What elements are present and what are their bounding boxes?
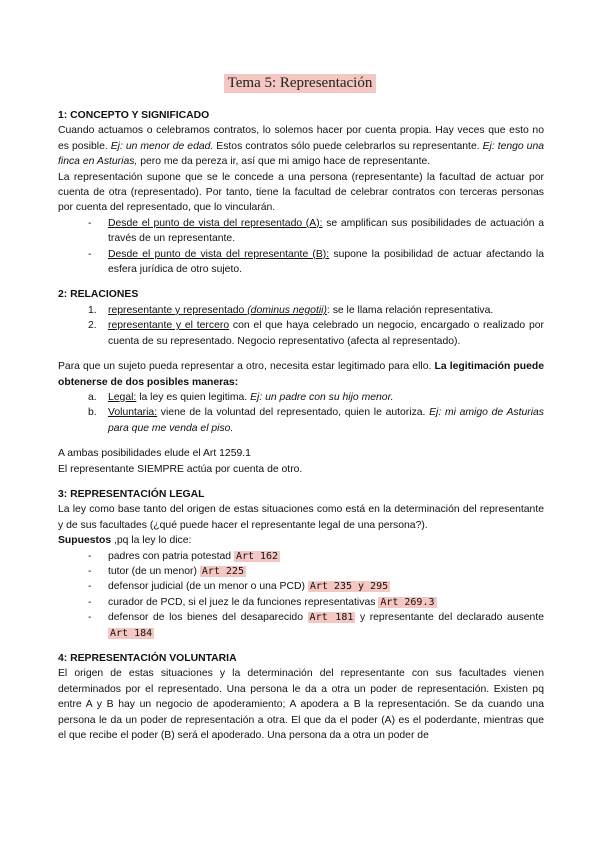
text: se amplifican sus posibilidades de actuación a través de un representante. <box>108 217 544 245</box>
section-3-heading: 3: REPRESENTACIÓN LEGAL <box>58 488 205 500</box>
underlined-text: representante y representado <box>108 304 245 316</box>
text: defensor judicial (de un menor o una PCD) <box>108 581 308 593</box>
article-highlight: Art 235 y 295 <box>309 581 389 593</box>
bold-text: La legitimación puede obtenerse de dos posibles maneras: <box>58 361 545 388</box>
article-highlight: Art 225 <box>201 565 244 577</box>
section-4-paragraph: El origen de estas situaciones y la determinación del representante con sus facultades vienen determinados por el representado. Una persona le da a otra un poder de representación. Existen pq entre A y B hay un negocio de apoderamiento; A apodera a B la representación. Se da cuando una persona le da un poder de representación a otra. El que da el poder (A) es el poderdante, mientras que el que recibe el poder (B) será el apoderado. Una persona da a otra un poder de <box>58 668 544 742</box>
text: Estos contratos sólo puede celebrarlos su representante. <box>213 140 483 152</box>
supuestos-line <box>58 533 544 548</box>
list-item <box>58 610 544 641</box>
article-highlight: Art 269.3 <box>380 596 435 608</box>
letter-marker: a. <box>88 391 97 403</box>
article-reference-line: A ambas posibilidades elude el Art 1259.1 <box>58 448 251 460</box>
list-item <box>58 390 544 405</box>
article-highlight: Art 184 <box>110 627 153 639</box>
underlined-text: Desde el punto de vista del representado (A): <box>108 217 323 229</box>
bold-text: Supuestos <box>58 535 112 547</box>
bullet: - <box>88 217 92 229</box>
text: supone la posibilidad de actuar afectando la esfera jurídica de otro sujeto. <box>108 248 545 276</box>
bullet: - <box>88 550 92 562</box>
list-item <box>58 216 544 247</box>
list-item <box>58 247 544 278</box>
bullet: - <box>88 248 92 260</box>
example-italic: Ej: mi amigo de Asturias para que me venda el piso. <box>108 407 544 434</box>
text: defensor de los bienes del desaparecido <box>108 612 308 624</box>
underlined-text: Desde el punto de vista del representante (B): <box>108 248 330 260</box>
section-2-list <box>58 303 544 349</box>
section-1-paragraph-1 <box>58 123 544 169</box>
example-italic: Ej: un padre con su hijo menor. <box>250 391 394 403</box>
article-highlight: Art 162 <box>235 550 279 562</box>
italic-text: (dominus negotii) <box>244 304 327 316</box>
text: Para que un sujeto pueda representar a otro, necesita estar legitimado para ello. <box>58 361 435 373</box>
letter-marker: b. <box>88 407 97 419</box>
list-item <box>58 549 544 564</box>
bullet: - <box>88 612 92 624</box>
text: viene de la voluntad del representado, quien le autoriza. <box>157 407 430 419</box>
list-item <box>58 303 544 318</box>
bullet: - <box>88 596 92 608</box>
list-item <box>58 318 544 349</box>
article-highlight: Art 181 <box>309 612 354 624</box>
legitimation-paragraph <box>58 359 544 390</box>
text: ,pq la ley lo dice: <box>111 535 192 547</box>
example-italic: Ej: tengo una finca en Asturias, <box>58 140 544 168</box>
always-line: El representante SIEMPRE actúa por cuenta de otro. <box>58 463 303 475</box>
underlined-text: Voluntaria: <box>108 407 158 419</box>
section-3-list <box>58 549 544 641</box>
list-item <box>58 595 544 610</box>
bullet: - <box>88 581 92 593</box>
text: Cuando actuamos o celebramos contratos, lo solemos hacer por cuenta propia. Hay veces que esto no es posible. <box>58 125 544 152</box>
list-item <box>58 405 544 436</box>
title-wrap <box>0 74 600 93</box>
text: pero me da pereza ir, así que mi amigo hace de representante. <box>137 156 431 168</box>
section-1-paragraph-2: La representación supone que se le concede a una persona (representante) la facultad de actuar por cuenta de otra (representado). Por tanto, tiene la facultad de celebrar contratos con terceras personas por cuenta del representado, que lo vincularán. <box>58 171 544 214</box>
section-1-list <box>58 216 544 278</box>
text: curador de PCD, si el juez le da funciones representativas <box>108 596 379 608</box>
number-marker: 1. <box>88 304 97 316</box>
section-3-paragraph: La ley como base tanto del origen de estas situaciones como está en la determinación del representante y de sus facultades (¿qué puede hacer el representante legal de una persona?). <box>58 504 544 531</box>
legitimation-list <box>58 390 544 436</box>
text: la ley es quien legitima. <box>136 391 251 403</box>
bullet: - <box>88 565 92 577</box>
section-1-heading: 1: CONCEPTO Y SIGNIFICADO <box>58 110 210 121</box>
text: padres con patria potestad <box>108 550 234 562</box>
text: tutor (de un menor) <box>108 565 200 577</box>
example-italic: Ej: un menor de edad. <box>110 140 214 152</box>
list-item <box>58 579 544 594</box>
text: con el que haya celebrado un negocio, encargado o realizado por cuenta de su representado. Negocio representativo (afecta al representado). <box>108 320 545 347</box>
number-marker: 2. <box>88 320 97 332</box>
list-item <box>58 564 544 579</box>
underlined-text: representante y el tercero <box>108 320 230 332</box>
section-4-heading: 4: REPRESENTACIÓN VOLUNTARIA <box>58 653 237 664</box>
underlined-text: Legal: <box>108 391 137 403</box>
document-body <box>58 108 544 743</box>
text: y representante del declarado ausente <box>355 612 544 624</box>
page-title: Tema 5: Representación <box>224 74 377 93</box>
text: : se le llama relación representativa. <box>326 304 494 316</box>
section-2-heading: 2: RELACIONES <box>58 289 139 301</box>
